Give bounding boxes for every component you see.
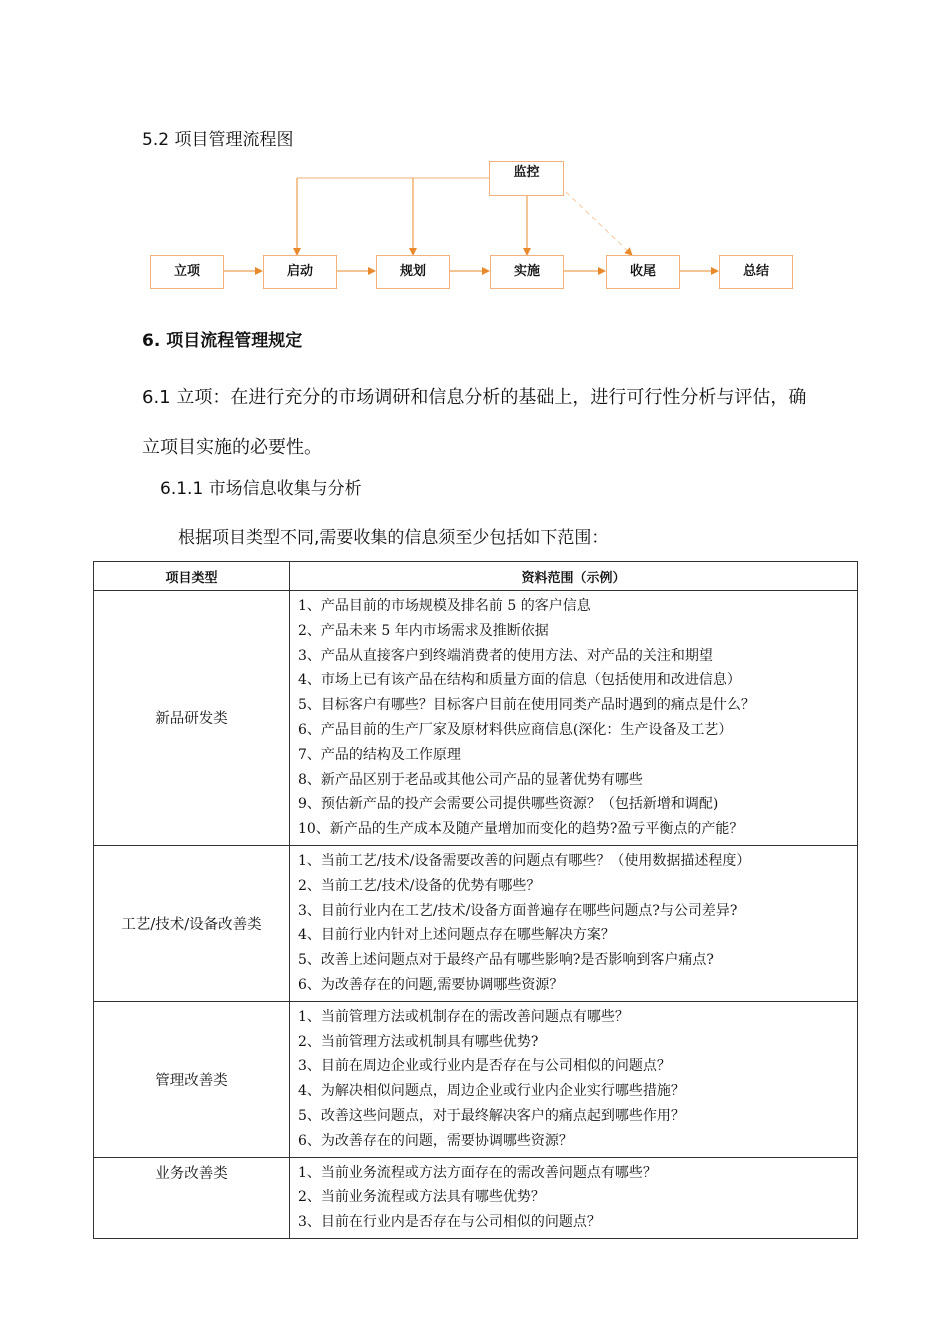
list-item: 7、产品的结构及工作原理 bbox=[298, 746, 461, 763]
row-items bbox=[290, 845, 858, 1001]
list-item: 5、改善上述问题点对于最终产品有哪些影响?是否影响到客户痛点? bbox=[298, 952, 714, 969]
list-item: 2、当前业务流程或方法具有哪些优势？ bbox=[298, 1189, 545, 1206]
list-item: 3、目前在周边企业或行业内是否存在与公司相似的问题点？ bbox=[298, 1058, 671, 1075]
list-item: 10、新产品的生产成本及随产量增加而变化的趋势?盈亏平衡点的产能？ bbox=[298, 821, 744, 838]
list-item: 2、当前工艺/技术/设备的优势有哪些？ bbox=[298, 877, 541, 894]
list-item: 1、产品目前的市场规模及排名前 5 的客户信息 bbox=[298, 598, 591, 614]
list-item: 6、为改善存在的问题，需要协调哪些资源？ bbox=[298, 1132, 573, 1149]
list-item: 1、当前工艺/技术/设备需要改善的问题点有哪些？（使用数据描述程度） bbox=[298, 852, 751, 869]
list-item: 8、新产品区别于老品或其他公司产品的显著优势有哪些 bbox=[298, 771, 643, 788]
list-item: 4、目前行业内针对上述问题点存在哪些解决方案？ bbox=[298, 927, 615, 944]
list-item: 4、为解决相似问题点，周边企业或行业内企业实行哪些措施？ bbox=[298, 1083, 685, 1100]
row-items bbox=[290, 1001, 858, 1157]
list-item: 3、产品从直接客户到终端消费者的使用方法、对产品的关注和期望 bbox=[298, 647, 713, 664]
list-item: 2、产品未来 5 年内市场需求及推断依据 bbox=[298, 622, 549, 639]
flow-box-execute: 实施 bbox=[490, 255, 564, 289]
flow-box-start: 启动 bbox=[263, 255, 337, 289]
list-item: 4、市场上已有该产品在结构和质量方面的信息（包括使用和改进信息） bbox=[298, 672, 741, 689]
section-5-2-heading: 5.2 项目管理流程图 bbox=[142, 130, 294, 150]
section-6-1-paragraph: 6.1 立项：在进行充分的市场调研和信息分析的基础上，进行可行性分析与评估，确立项目实施的必要性。 bbox=[142, 387, 807, 458]
info-scope-table bbox=[93, 561, 858, 1239]
list-item: 1、当前管理方法或机制存在的需改善问题点有哪些？ bbox=[298, 1008, 629, 1025]
flow-box-initiate: 立项 bbox=[150, 255, 224, 289]
flowchart-connectors bbox=[0, 0, 950, 320]
list-item: 2、当前管理方法或机制具有哪些优势? bbox=[298, 1033, 539, 1050]
row-category-management-improvement: 管理改善类 bbox=[94, 1001, 290, 1157]
row-category-business-improvement: 业务改善类 bbox=[94, 1157, 290, 1238]
row-category-new-product: 新品研发类 bbox=[94, 591, 290, 846]
section-6-heading: 6. 项目流程管理规定 bbox=[142, 331, 303, 351]
flow-box-plan: 规划 bbox=[376, 255, 450, 289]
section-6-1-1-intro: 根据项目类型不同,需要收集的信息须至少包括如下范围： bbox=[178, 528, 609, 548]
list-item: 6、产品目前的生产厂家及原材料供应商信息(深化：生产设备及工艺） bbox=[298, 721, 733, 738]
section-6-1-1-heading: 6.1.1 市场信息收集与分析 bbox=[160, 479, 362, 499]
list-item: 6、为改善存在的问题,需要协调哪些资源？ bbox=[298, 976, 564, 993]
table-row bbox=[94, 591, 858, 846]
list-item: 9、预估新产品的投产会需要公司提供哪些资源？（包括新增和调配) bbox=[298, 796, 719, 813]
arrow-monitor-to-close bbox=[566, 192, 632, 255]
list-item: 3、目前在行业内是否存在与公司相似的问题点？ bbox=[298, 1214, 601, 1231]
list-item: 1、当前业务流程或方法方面存在的需改善问题点有哪些？ bbox=[298, 1164, 657, 1181]
header-project-type: 项目类型 bbox=[94, 562, 290, 591]
table-row bbox=[94, 1157, 858, 1238]
list-item: 3、目前行业内在工艺/技术/设备方面普遍存在哪些问题点?与公司差异? bbox=[298, 902, 738, 919]
row-items bbox=[290, 1157, 858, 1238]
table-header-row bbox=[94, 562, 858, 591]
flow-box-close: 收尾 bbox=[606, 255, 680, 289]
list-item: 5、目标客户有哪些？目标客户目前在使用同类产品时遇到的痛点是什么？ bbox=[298, 697, 755, 714]
table-row bbox=[94, 845, 858, 1001]
row-items bbox=[290, 591, 858, 846]
row-category-process-improvement: 工艺/技术/设备改善类 bbox=[94, 845, 290, 1001]
header-info-scope: 资料范围（示例） bbox=[290, 562, 858, 591]
table-row bbox=[94, 1001, 858, 1157]
list-item: 5、改善这些问题点，对于最终解决客户的痛点起到哪些作用？ bbox=[298, 1107, 685, 1124]
flow-box-summary: 总结 bbox=[719, 255, 793, 289]
flow-box-monitor: 监控 bbox=[489, 161, 564, 196]
